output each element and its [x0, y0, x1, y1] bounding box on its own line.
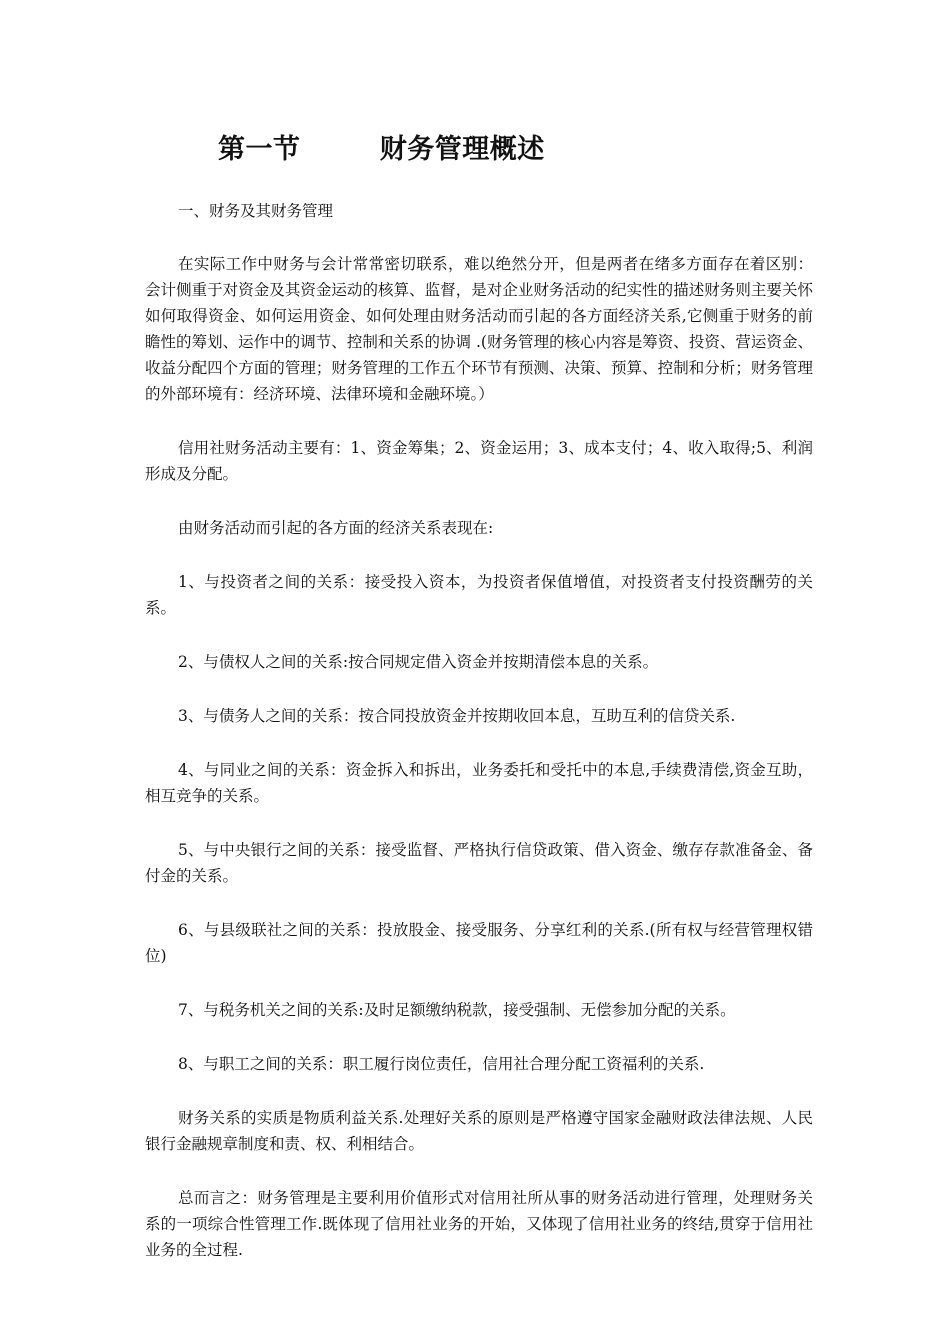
paragraph-essence-of-relations: 财务关系的实质是物质利益关系.处理好关系的原则是严格遵守国家金融财政法律法规、人民银行金融规章制度和责、权、利相结合。: [145, 1109, 813, 1153]
paragraph-economic-relations-intro: 由财务活动而引起的各方面的经济关系表现在:: [178, 519, 494, 537]
paragraph-finance-vs-accounting: 在实际工作中财务与会计常常密切联系，难以绝然分开，但是两者在绪多方面存在着区别：会计侧重于对资金及其资金运动的核算、监督，是对企业财务活动的纪实性的描述财务则主要关怀如何取得资金、如何运用资金、如何处理由财务活动而引起的各方面经济关系,它侧重于财务的前瞻性的筹划、运作中的调节、控制和关系的协调 .(财务管理的核心内容是筹资、投资、营运资金、收益分配四个方面的管理；财务管理的工作五个环节有预测、决策、预算、控制和分析；财务管理的外部环境有：经济环境、法律环境和金融环境。）: [145, 255, 813, 403]
section-heading: 一、财务及其财务管理: [178, 202, 334, 220]
list-item-central-bank: 5、与中央银行之间的关系：接受监督、严格执行信贷政策、借入资金、缴存存款准备金、备付金的关系。: [145, 841, 813, 885]
list-item-creditors: 2、与债权人之间的关系:按合同规定借入资金并按期清偿本息的关系。: [178, 653, 659, 671]
list-item-investors: 1、与投资者之间的关系：接受投入资本，为投资者保值增值，对投资者支付投资酬劳的关系。: [145, 573, 813, 617]
paragraph-financial-activities: 信用社财务活动主要有：1、资金筹集；2、资金运用；3、成本支付；4、收入取得;5、利润形成及分配。: [145, 439, 813, 483]
list-item-employees: 8、与职工之间的关系：职工履行岗位责任，信用社合理分配工资福利的关系.: [178, 1055, 705, 1073]
list-item-tax-authority: 7、与税务机关之间的关系:及时足额缴纳税款，接受强制、无偿参加分配的关系。: [178, 1001, 736, 1019]
document-title: 第一节 财务管理概述: [218, 134, 545, 165]
list-item-county-union: 6、与县级联社之间的关系：投放股金、接受服务、分享红利的关系.(所有权与经营管理权错位): [145, 921, 813, 965]
document-body: [145, 198, 813, 1291]
list-item-peers: 4、与同业之间的关系：资金拆入和拆出，业务委托和受托中的本息,手续费清偿,资金互助，相互竞争的关系。: [145, 761, 813, 805]
list-item-debtors: 3、与债务人之间的关系：按合同投放资金并按期收回本息，互助互利的信贷关系.: [178, 707, 736, 725]
paragraph-summary: 总而言之：财务管理是主要利用价值形式对信用社所从事的财务活动进行管理，处理财务关系的一项综合性管理工作.既体现了信用社业务的开始，又体现了信用社业务的终结,贯穿于信用社业务的全过程.: [145, 1189, 813, 1259]
